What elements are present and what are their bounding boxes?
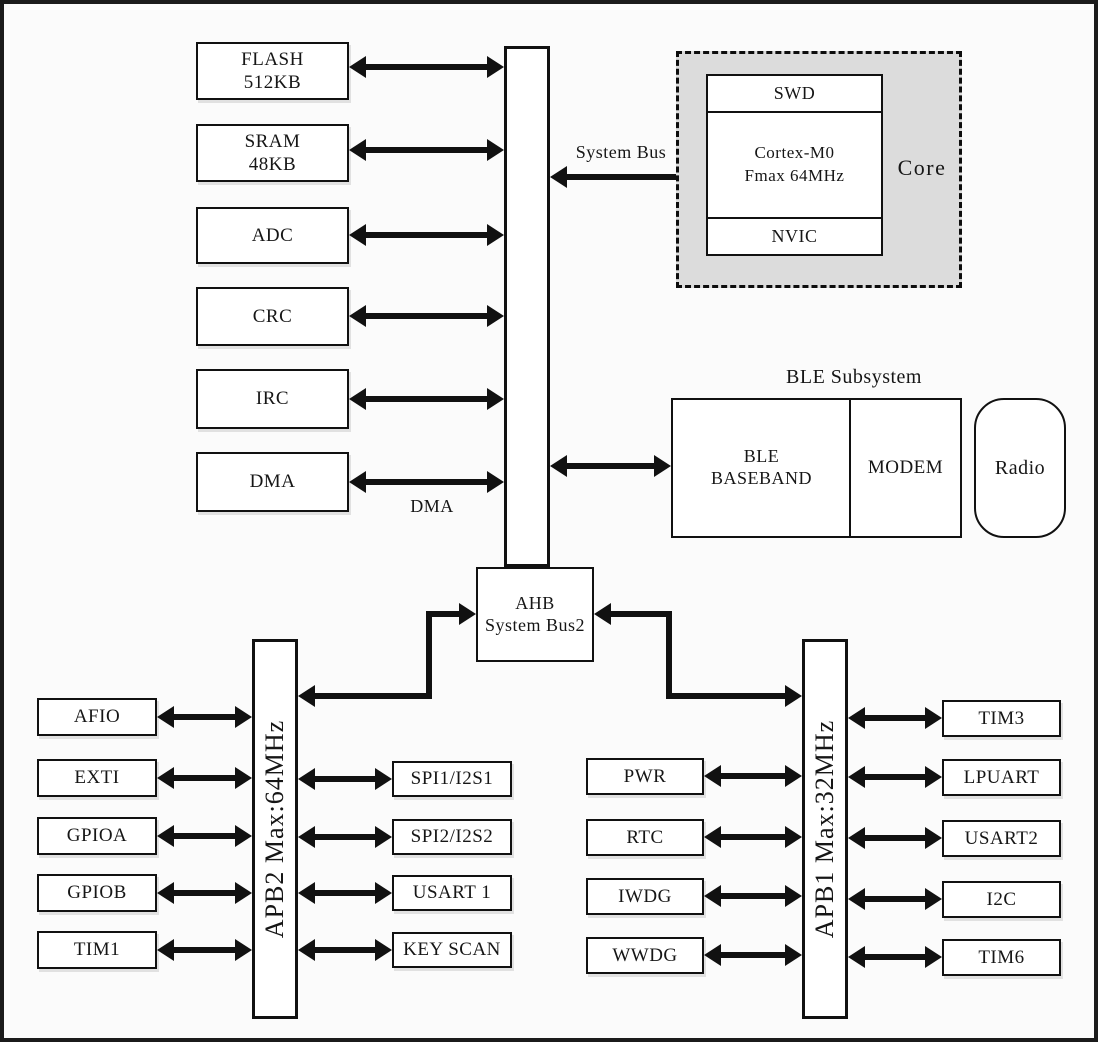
cpu-block: [706, 74, 883, 256]
block-usart2: USART2: [942, 820, 1061, 857]
arrow-i2c-apb1: [865, 896, 925, 902]
block-wwdg: WWDG: [586, 937, 704, 974]
modem-label: MODEM: [867, 457, 944, 479]
arrow-bus-to-core: [567, 174, 689, 180]
main-system-bus: [504, 46, 550, 567]
arrow-flash-to-bus: [366, 64, 487, 70]
block-afio: AFIO: [37, 698, 157, 736]
arrow-tim6-apb1: [865, 954, 925, 960]
block-tim3: TIM3: [942, 700, 1061, 737]
block-irc: [196, 369, 349, 429]
block-flash: [196, 42, 349, 100]
block-gpiob: GPIOB: [37, 874, 157, 912]
block-gpioa: GPIOA: [37, 817, 157, 855]
arrow-keyscan-apb2: [315, 947, 375, 953]
ble-baseband-line2: BASEBAND: [710, 468, 812, 488]
arrow-rtc-apb1: [721, 834, 785, 840]
arrow-exti-apb2: [174, 775, 235, 781]
ble-baseband-line1: BLE: [743, 446, 780, 467]
arrow-lpuart-apb1: [865, 774, 925, 780]
radio-label: Radio: [994, 456, 1046, 479]
cpu-fmax: Fmax 64MHz: [744, 166, 845, 185]
block-crc-label: CRC: [252, 305, 293, 327]
block-spi1-i2s1: SPI1/I2S1: [392, 761, 512, 797]
block-crc: [196, 287, 349, 346]
core-label: Core: [897, 155, 947, 180]
arrow-gpiob-apb2: [174, 890, 235, 896]
arrow-dma-to-bus: [366, 479, 487, 485]
apb1-bus: [802, 639, 848, 1019]
ble-baseband-block: [671, 398, 852, 538]
arrowhead-into-apb1: [785, 685, 802, 707]
arrow-sram-to-bus: [366, 147, 487, 153]
arrow-wwdg-apb1: [721, 952, 785, 958]
ahb-bridge-block: [476, 567, 594, 662]
block-sram-label-line1: SRAM: [244, 130, 301, 152]
apb2-bus: [252, 639, 298, 1019]
arrow-spi1-apb2: [315, 776, 375, 782]
arrow-iwdg-apb1: [721, 893, 785, 899]
ahb-bridge-line1: AHB: [515, 592, 555, 613]
radio-block: [974, 398, 1066, 538]
block-dma-label: DMA: [249, 471, 296, 493]
system-bus-label: System Bus: [575, 142, 667, 162]
block-spi2-i2s2: SPI2/I2S2: [392, 819, 512, 855]
block-pwr: PWR: [586, 758, 704, 795]
block-sram: [196, 124, 349, 182]
arrow-irc-to-bus: [366, 396, 487, 402]
block-flash-label-line1: FLASH: [241, 48, 304, 70]
block-sram-label-line2: 48KB: [248, 154, 297, 175]
arrow-adc-to-bus: [366, 232, 487, 238]
apb2-bus-label: APB2 Max:64MHz: [260, 719, 289, 939]
block-lpuart: LPUART: [942, 759, 1061, 796]
cpu-name: Cortex-M0: [754, 143, 835, 163]
arrow-tim1-apb2: [174, 947, 235, 953]
block-adc: [196, 207, 349, 264]
block-iwdg: IWDG: [586, 878, 704, 915]
arrow-gpioa-apb2: [174, 833, 235, 839]
block-irc-label: IRC: [255, 388, 290, 410]
block-exti: EXTI: [37, 759, 157, 797]
arrow-afio-apb2: [174, 714, 235, 720]
apb1-bus-label: APB1 Max:32MHz: [810, 719, 839, 939]
block-flash-label-line2: 512KB: [243, 72, 302, 93]
block-tim6: TIM6: [942, 939, 1061, 976]
block-rtc: RTC: [586, 819, 704, 856]
arrow-crc-to-bus: [366, 313, 487, 319]
dma-bus-label: DMA: [410, 496, 454, 516]
block-tim1: TIM1: [37, 931, 157, 969]
swd-block: SWD: [708, 76, 881, 113]
block-usart1: USART 1: [392, 875, 512, 911]
cortex-m0-block: [708, 113, 881, 217]
arrow-bus-to-ble: [567, 463, 654, 469]
arrow-usart2-apb1: [865, 835, 925, 841]
arrowhead-into-apb2: [298, 685, 315, 707]
ahb-bridge-line2: System Bus2: [484, 614, 586, 635]
arrow-pwr-apb1: [721, 773, 785, 779]
ble-subsystem-title: BLE Subsystem: [786, 366, 922, 388]
modem-block: [849, 398, 962, 538]
arrowhead-into-ahb-right: [594, 603, 611, 625]
block-adc-label: ADC: [251, 224, 294, 246]
nvic-block: NVIC: [708, 217, 881, 254]
block-keyscan: KEY SCAN: [392, 932, 512, 968]
arrow-tim3-apb1: [865, 715, 925, 721]
arrow-spi2-apb2: [315, 834, 375, 840]
arrow-usart1-apb2: [315, 890, 375, 896]
arrowhead-into-ahb-left: [459, 603, 476, 625]
block-i2c: I2C: [942, 881, 1061, 918]
block-dma: [196, 452, 349, 512]
